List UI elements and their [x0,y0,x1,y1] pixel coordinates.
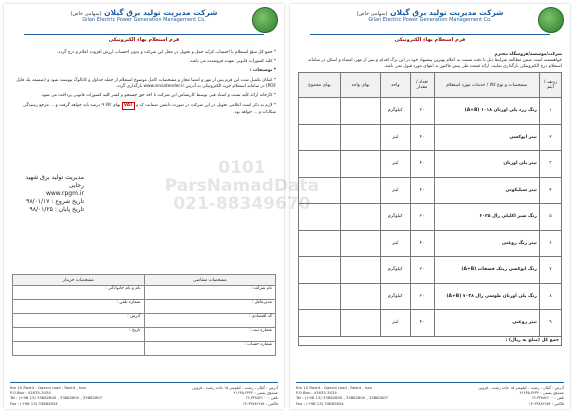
item-description: تینر روغنی [434,310,539,337]
col-header-qty: تعداد / مقدار [410,73,434,98]
table-row [299,124,562,151]
item-quantity: ۴۰ [410,177,434,204]
footer-en-phone: Tel : (+98 13) 33882600 , 33882800 , 33882807 [296,395,389,401]
footer-fa-phone: تلفن : ۳۳۸۸۲۶۰۰-۱۳ [531,395,564,401]
unit-price-cell[interactable] [341,283,381,310]
total-price-cell[interactable] [299,124,341,151]
note-tax: * کلیه کسورات قانونی بعهده فروشنده می باشد. [188,59,276,65]
item-description: رنگ اپوکسی زینک فسفات (A+B) [434,257,539,284]
company-name-suffix: (سهامی خاص) [356,11,388,17]
footer-fa [149,385,278,406]
company-name [4,8,284,17]
item-unit: لیتر [380,177,410,204]
footer-en-fax: Fax : (+98 13) 33882654 [10,400,58,406]
footer-divider [296,382,564,383]
footer-en-phone: Tel : (+98 13) 33882600 , 33882800 , 33882807 [10,395,103,401]
company-name [290,8,570,17]
page-two [4,4,284,409]
row-number: ۸ [539,283,561,310]
note-total-price: * جمع کل مبلغ استعلام با احتساب کرایه حمل و تحویل در محل این شرکت و بدون احتساب ارزش افزوده اعلام و درج گردد. [56,50,276,55]
company-logo [538,7,564,33]
unit-price-cell[interactable] [341,230,381,257]
footer-fa [435,385,564,406]
item-quantity: ۲۰ [410,283,434,310]
start-date: تاریخ شروع : ۹۸/۰۱/۱۷ [26,198,84,205]
total-price-cell[interactable] [299,283,341,310]
table-row [299,204,562,231]
footer-en [10,385,139,406]
total-price-cell[interactable] [299,230,341,257]
footer-en-address: Km 15 Rasht - Qazvin road , Rasht , Iran [296,385,373,390]
form-subject: فرم استعلام بهاء الکترونیکی [108,37,180,43]
footer-fa-address: آدرس : گیلان ، رشت - کیلومتر ۱۵ جاده رشت - قزوین [478,385,564,390]
item-quantity: ۲۰ [410,98,434,125]
page-header [290,4,570,38]
item-unit: کیلوگرم [380,257,410,284]
item-unit: کیلوگرم [380,283,410,310]
salutation: شرکت/موسسه/فروشگاه محترم [494,52,562,57]
table-row [299,151,562,178]
total-price-cell[interactable] [299,310,341,337]
sig-header-applicant: مشخصات متقاضی [144,275,276,286]
sig-field[interactable]: مدیرعامل : [144,300,276,314]
item-unit: کیلوگرم [380,204,410,231]
unit-price-cell[interactable] [341,204,381,231]
note-delivery-text-2: بهای کالا ۹ درصد باید خواهد گرفت و ... مرجع رسیدگی شکایات و ... خواهد بود. [22,103,276,116]
company-name-fa: شرکت مدیریت تولید برق گیلان [390,8,504,17]
item-unit: کیلوگرم [380,98,410,125]
row-number: ۱ [539,98,561,125]
page-header [4,4,284,38]
row-number: ۷ [539,257,561,284]
item-quantity: ۴۰ [410,230,434,257]
header-divider [24,34,264,35]
row-number: ۴ [539,177,561,204]
unit-price-cell[interactable] [341,124,381,151]
row-number: ۶ [539,230,561,257]
footer-en-po: P.O.Box : 41635-3434 [10,390,51,396]
table-row [299,257,562,284]
footer-fa-address: آدرس : گیلان ، رشت - کیلومتر ۱۵ جاده رشت - قزوین [192,385,278,390]
item-description: تینر رنگ روغنی [434,230,539,257]
footer-fa-phone: تلفن : ۳۳۸۸۲۶۰۰-۱۳ [245,395,278,401]
item-unit: لیتر [380,230,410,257]
item-description: تینر اپوکسی [434,124,539,151]
item-description: رنگ زرد پلی اورتان ۱۰۱۸ (A+B) [434,98,539,125]
sig-field[interactable]: نام شرکت : [144,286,276,300]
item-quantity: ۲۰ [410,257,434,284]
page-one [290,4,570,409]
note-inspection: * کارخانه ارائه کلیه تست و اسناد فنی توسط کارشناس این شرکت با اخذ حق جستجو و کسر کلیه کسورات قانونی پرداخت می شود. [40,93,276,99]
footer-fa-po: صندوق پستی : ۳۴۳۴-۴۱۶۳۵ [233,390,278,396]
item-description: تینر پلی اورتان [434,151,539,178]
unit-price-cell[interactable] [341,98,381,125]
sig-field[interactable]: آدرس : [13,314,145,328]
total-price-cell[interactable] [299,151,341,178]
row-number: ۵ [539,204,561,231]
company-logo [252,7,278,33]
item-unit: لیتر [380,124,410,151]
col-header-unit: واحد [380,73,410,98]
sig-field[interactable]: تاریخ : [13,328,145,342]
total-price-cell[interactable] [299,177,341,204]
item-description: رنگ پلی اورتان طوسی رال ۷۰۳۸ (A+B) [434,283,539,310]
sig-header-buyer: مشخصات خریدار [13,275,145,286]
row-number: ۳ [539,151,561,178]
site-name: مدیریت تولید برق شهید رجایی [25,174,84,189]
col-header-item: مشخصات و نوع کالا / خدمات مورد استعلام [434,73,539,98]
total-price-cell[interactable] [299,98,341,125]
footer-fa-fax: فاکس : ۳۳۸۸۲۶۵۴-۱۳ [528,400,564,406]
footer-en-fax: Fax : (+98 13) 33882654 [296,400,344,406]
note-upload: * امکان تکمیل شده این فرم پس از مهر و امضا مجاز و مشخصات کامل موضوع استعلام از جمله جداول و کاتالوگ پیوست شود و (ضمیمه یک فایل PDF) در سامانه استعلام خرید الکترونیکی به آدرس www.sinsatender.ir بارگذاری گردد. [16,77,276,89]
sig-field-empty[interactable] [13,342,145,356]
item-quantity: ۴۰ [410,151,434,178]
header-divider [310,34,550,35]
sig-field[interactable]: شماره تلفن : [13,300,145,314]
row-number: ۲ [539,124,561,151]
item-unit: لیتر [380,310,410,337]
table-row [299,98,562,125]
form-subject: فرم استعلام بهاء الکترونیکی [394,37,466,43]
note-delivery-text: * لازم به ذکر است اعلامی تحویل در این شرکت در صورت داشتن ضمانت کد و [136,103,276,109]
table-row [299,310,562,337]
total-price-cell[interactable] [299,204,341,231]
sig-field[interactable]: شماره حساب : [144,342,276,356]
notes-block [12,50,276,120]
sig-field[interactable]: کد اقتصادی : [144,314,276,328]
end-date: تاریخ پایان : ۹۸/۰۱/۲۵ [29,206,84,213]
company-name-en: Gilan Electric Power Generation Management Co. [82,17,206,23]
company-name-suffix: (سهامی خاص) [70,11,102,17]
col-header-row-no: ردیف / آیتم [539,73,561,98]
note-delivery [12,102,276,116]
signature-table [12,274,276,356]
item-description: تینر سیلیکونی [434,177,539,204]
footer-en-address: Km 15 Rasht - Qazvin road , Rasht , Iran [10,385,87,390]
vat-code-badge: VAT [122,102,135,110]
footer-fa-fax: فاکس : ۳۳۸۸۲۶۵۴-۱۳ [242,400,278,406]
item-unit: لیتر [380,151,410,178]
footer-en-po: P.O.Box : 41635-3434 [296,390,337,396]
unit-price-cell[interactable] [341,177,381,204]
site-url[interactable]: www.rpgm.ir [45,190,84,197]
item-description: رنگ سبز اکلیلی رال ۶۰۲۵ [434,204,539,231]
col-header-total-price: بهای مجموع [299,73,341,98]
sig-field[interactable]: شماره ثبت : [144,328,276,342]
row-number: ۹ [539,310,561,337]
unit-price-cell[interactable] [341,310,381,337]
footer-en [296,385,425,406]
sig-field[interactable]: نام و نام خانوادگی : [13,286,145,300]
table-row [299,230,562,257]
intro-text: خواهشمند است ضمن مطالعه شرایط ذیل با دقت نسبت به اعلام بهترین پیشنهاد خود در این برگ اقدام و پس از مهر، امضاء و اسکن در سامانه استعلام درج الکترونیکی بارگذاری نمایید، ارائه قیمت طی پیش فاکتور به انتهای مورد قبول نمی باشد. [308,58,562,70]
col-header-unit-price: بهای واحد [341,73,381,98]
table-row [299,177,562,204]
footer-fa-po: صندوق پستی : ۳۴۳۴-۴۱۶۳۵ [519,390,564,396]
sum-label: جمع کل (مبلغ به ریال) : [299,336,562,345]
item-quantity: ۲۰ [410,204,434,231]
table-row [299,283,562,310]
footer-divider [10,382,278,383]
intro-block [298,52,562,71]
company-name-en: Gilan Electric Power Generation Management Co. [368,17,492,23]
items-table [298,72,562,346]
company-name-fa: شرکت مدیریت تولید برق گیلان [104,8,218,17]
item-quantity: ۴۰ [410,310,434,337]
total-price-cell[interactable] [299,257,341,284]
site-info [24,174,84,214]
item-quantity: ۴۰ [410,124,434,151]
unit-price-cell[interactable] [341,151,381,178]
unit-price-cell[interactable] [341,257,381,284]
notes-title: * توضیحات : [249,68,276,74]
